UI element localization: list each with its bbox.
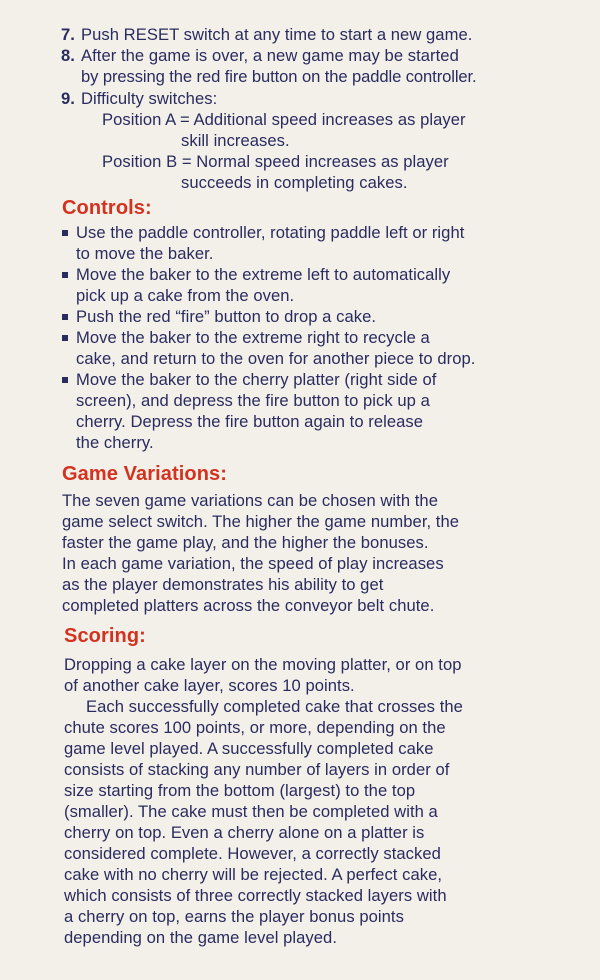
- item-number-9: 9.: [61, 89, 75, 108]
- scoring-line-3: Each successfully completed cake that crosses the: [86, 697, 463, 716]
- scoring-line-4: chute scores 100 points, or more, depending on the: [64, 718, 446, 737]
- control-2-line-1: Move the baker to the extreme left to automatically: [76, 265, 451, 284]
- variations-line-1: The seven game variations can be chosen with the: [62, 491, 438, 510]
- difficulty-a-line-1: Position A = Additional speed increases as player: [102, 110, 466, 129]
- scoring-line-11: cake with no cherry will be rejected. A perfect cake,: [64, 865, 443, 884]
- control-2-line-2: pick up a cake from the oven.: [76, 286, 295, 305]
- scoring-line-10: considered complete. However, a correctly stacked: [64, 844, 441, 863]
- item-9-line-1: Difficulty switches:: [81, 89, 218, 108]
- item-number-7: 7.: [61, 25, 75, 44]
- item-8-line-2: by pressing the red fire button on the paddle controller.: [81, 67, 477, 86]
- control-1-line-1: Use the paddle controller, rotating paddle left or right: [76, 223, 465, 242]
- scoring-line-5: game level played. A successfully completed cake: [64, 739, 434, 758]
- scoring-line-6: consists of stacking any number of layers in order of: [64, 760, 450, 779]
- game-variations-heading: Game Variations:: [62, 463, 227, 485]
- control-4-line-2: cake, and return to the oven for another piece to drop.: [76, 349, 476, 368]
- scoring-heading: Scoring:: [64, 625, 146, 647]
- bullet-icon: [62, 314, 68, 320]
- control-5-line-1: Move the baker to the cherry platter (right side of: [76, 370, 437, 389]
- variations-line-3: faster the game play, and the higher the bonuses.: [62, 533, 429, 552]
- control-5-line-4: the cherry.: [76, 433, 154, 452]
- difficulty-b-line-2: succeeds in completing cakes.: [181, 173, 408, 192]
- control-1-line-2: to move the baker.: [76, 244, 214, 263]
- scoring-line-13: a cherry on top, earns the player bonus points: [64, 907, 404, 926]
- variations-line-6: completed platters across the conveyor belt chute.: [62, 596, 435, 615]
- scoring-line-14: depending on the game level played.: [64, 928, 337, 947]
- control-5-line-2: screen), and depress the fire button to pick up a: [76, 391, 430, 410]
- bullet-icon: [62, 377, 68, 383]
- item-7-line-1: Push RESET switch at any time to start a new game.: [81, 25, 473, 44]
- bullet-icon: [62, 272, 68, 278]
- bullet-icon: [62, 335, 68, 341]
- difficulty-b-line-1: Position B = Normal speed increases as player: [102, 152, 449, 171]
- bullet-icon: [62, 230, 68, 236]
- control-3-line-1: Push the red “fire” button to drop a cake.: [76, 307, 377, 326]
- variations-line-5: as the player demonstrates his ability to get: [62, 575, 384, 594]
- control-4-line-1: Move the baker to the extreme right to recycle a: [76, 328, 430, 347]
- item-8-line-1: After the game is over, a new game may be started: [81, 46, 459, 65]
- scoring-line-2: of another cake layer, scores 10 points.: [64, 676, 355, 695]
- item-number-8: 8.: [61, 46, 75, 65]
- scoring-line-7: size starting from the bottom (largest) to the top: [64, 781, 416, 800]
- control-5-line-3: cherry. Depress the fire button again to release: [76, 412, 424, 431]
- variations-line-4: In each game variation, the speed of play increases: [62, 554, 444, 573]
- scoring-line-8: (smaller). The cake must then be completed with a: [64, 802, 438, 821]
- scoring-line-12: which consists of three correctly stacked layers with: [64, 886, 447, 905]
- scoring-line-1: Dropping a cake layer on the moving platter, or on top: [64, 655, 462, 674]
- variations-line-2: game select switch. The higher the game number, the: [62, 512, 460, 531]
- controls-heading: Controls:: [62, 197, 152, 219]
- difficulty-a-line-2: skill increases.: [181, 131, 290, 150]
- scoring-line-9: cherry on top. Even a cherry alone on a platter is: [64, 823, 425, 842]
